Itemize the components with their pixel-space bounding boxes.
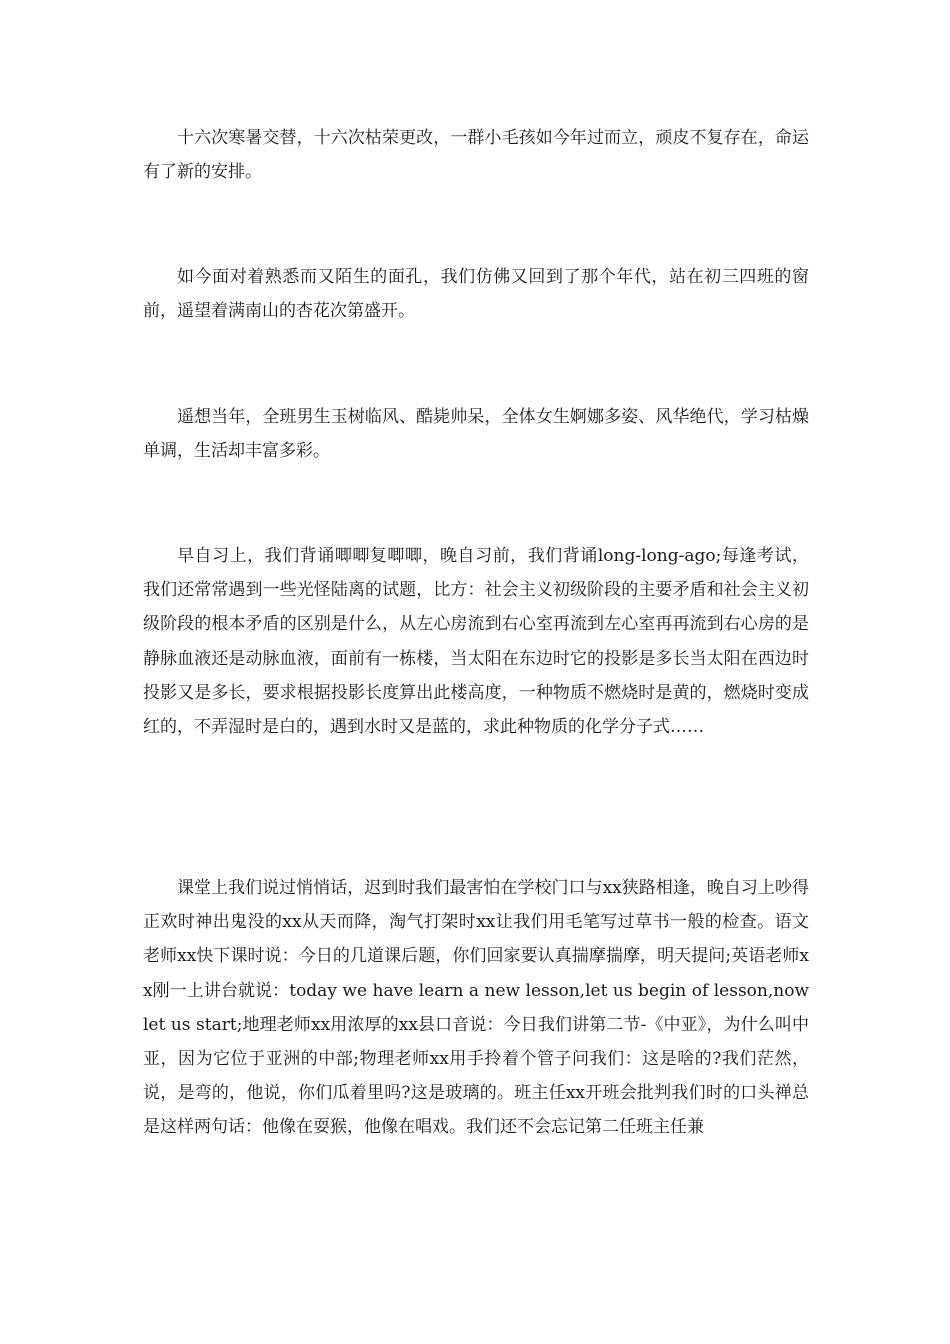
paragraph-4: 早自习上，我们背诵唧唧复唧唧，晚自习前，我们背诵long-long-ago;每逢考试，我们还常常遇到一些光怪陆离的试题，比方：社会主义初级阶段的主要矛盾和社会主义初级阶段的根本矛盾的区别是什么，从左心房流到右心室再流到左心室再再流到右心房的是静脉血液还是动脉血液，面前有一栋楼，当太阳在东边时它的投影是多长当太阳在西边时投影又是多长，要求根据投影长度算出此楼高度，一种物质不燃烧时是黄的，燃烧时变成红的，不弄湿时是白的，遇到水时又是蓝的，求此种物质的化学分子式……: [143, 546, 809, 738]
paragraph-3: 遥想当年，全班男生玉树临风、酷毙帅呆，全体女生婀娜多姿、风华绝代，学习枯燥单调，生活却丰富多彩。: [143, 407, 809, 462]
paragraph-2: 如今面对着熟悉而又陌生的面孔，我们仿佛又回到了那个年代，站在初三四班的窗前，遥望着满南山的杏花次第盛开。: [143, 267, 809, 322]
paragraph-5: 课堂上我们说过悄悄话，迟到时我们最害怕在学校门口与xx狭路相逢，晚自习上吵得正欢时神出鬼没的xx从天而降，淘气打架时xx让我们用毛笔写过草书一般的检查。语文老师xx快下课时说：今日的几道课后题，你们回家要认真揣摩揣摩，明天提问;英语老师xx刚一上讲台就说：today we have learn a new lesson,let us begin of lesson,now let us start;地理老师xx用浓厚的xx县口音说：今日我们讲第二节-《中亚》，为什么叫中亚，因为它位于亚洲的中部;物理老师xx用手拎着个管子问我们：这是啥的?我们茫然，说，是弯的，他说，你们瓜着里吗?这是玻璃的。班主任xx开班会批判我们时的口头禅总是这样两句话：他像在耍猴，他像在唱戏。我们还不会忘记第二任班主任兼: [143, 878, 809, 1138]
paragraph-1: 十六次寒暑交替，十六次枯荣更改，一群小毛孩如今年过而立，顽皮不复存在，命运有了新的安排。: [143, 128, 809, 183]
